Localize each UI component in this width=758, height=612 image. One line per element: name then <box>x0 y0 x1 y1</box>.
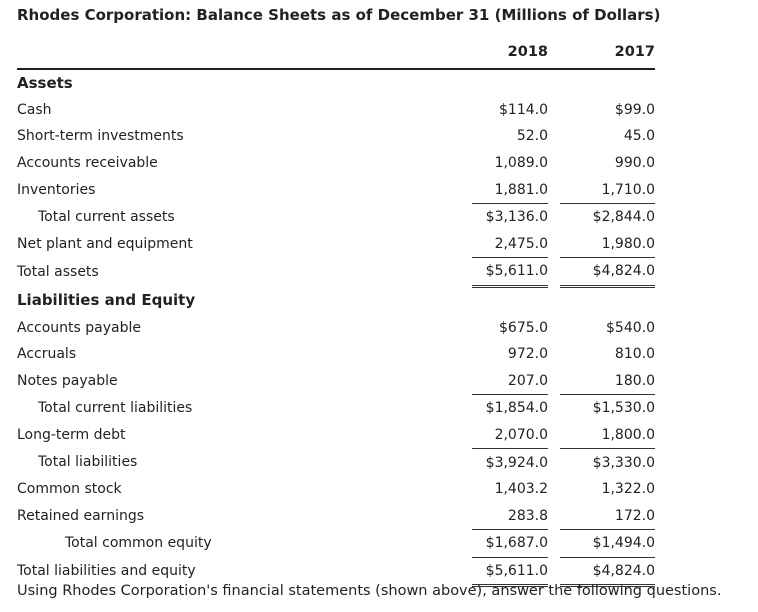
table-row-accounts-receivable <box>17 150 655 177</box>
value-2017: 172.0 <box>560 503 655 530</box>
column-header-2017: 2017 <box>560 36 655 69</box>
value-2017: $3,330.0 <box>592 454 655 471</box>
row-label: Total assets <box>17 263 99 280</box>
table-row-common-stock <box>17 476 655 503</box>
value-2017: $1,530.0 <box>592 400 655 417</box>
table-row-notes-payable <box>17 368 655 395</box>
row-label: Notes payable <box>17 373 118 390</box>
row-label: Total current liabilities <box>38 400 193 417</box>
row-label: Inventories <box>17 181 96 198</box>
value-2018: $5,611.0 <box>472 557 548 586</box>
row-label: Total common equity <box>65 535 212 552</box>
value-2018: 52.0 <box>516 128 548 145</box>
row-label: Total liabilities <box>38 454 138 471</box>
value-2017: 1,980.0 <box>560 231 655 258</box>
value-2017: 1,800.0 <box>560 422 655 449</box>
instruction-text: Using Rhodes Corporation's financial statements (shown above), answer the following questions. <box>17 583 722 599</box>
balance-sheet-table <box>17 36 655 587</box>
value-2018: $114.0 <box>499 101 548 118</box>
row-label: Accounts payable <box>17 319 141 336</box>
row-label: Accruals <box>17 346 77 363</box>
value-2018: $1,854.0 <box>485 400 548 417</box>
value-2017: $2,844.0 <box>592 209 655 226</box>
table-row-total-liabilities-and-equity <box>17 557 655 586</box>
table-row-net-plant-and-equipment <box>17 231 655 258</box>
value-2018: 283.8 <box>472 503 548 530</box>
section-label: Liabilities and Equity <box>17 291 196 310</box>
header-label-cell <box>17 36 472 69</box>
value-2017: $99.0 <box>614 101 655 118</box>
value-2018: $5,611.0 <box>472 258 548 287</box>
row-label: Total current assets <box>38 209 175 226</box>
value-2018: $3,924.0 <box>485 454 548 471</box>
value-2018: 207.0 <box>472 368 548 395</box>
value-2018: $1,687.0 <box>472 530 548 558</box>
row-label: Accounts receivable <box>17 155 158 172</box>
value-2017: 1,710.0 <box>560 176 655 203</box>
value-2018: 2,070.0 <box>472 422 548 449</box>
row-label: Net plant and equipment <box>17 236 193 253</box>
value-2018: 1,881.0 <box>472 176 548 203</box>
value-2018: $675.0 <box>499 319 548 336</box>
value-2017: 990.0 <box>614 155 655 172</box>
row-label: Retained earnings <box>17 508 145 525</box>
table-row-total-current-assets <box>17 203 655 230</box>
value-2018: 1,403.2 <box>494 481 548 498</box>
value-2017: $1,494.0 <box>560 530 655 558</box>
table-row-accruals <box>17 341 655 368</box>
row-label: Common stock <box>17 481 122 498</box>
row-label: Long-term debt <box>17 427 126 444</box>
row-label: Short-term investments <box>17 128 184 145</box>
table-row-total-assets <box>17 258 655 287</box>
column-header-2018: 2018 <box>472 36 548 69</box>
row-label: Cash <box>17 101 52 118</box>
value-2018: 972.0 <box>507 346 548 363</box>
table-row-short-term-investments <box>17 123 655 150</box>
table-row-cash <box>17 97 655 124</box>
section-header-assets <box>17 69 655 97</box>
table-header-row <box>17 36 655 69</box>
value-2017: $4,824.0 <box>560 258 655 287</box>
value-2017: 810.0 <box>614 346 655 363</box>
table-row-long-term-debt <box>17 422 655 449</box>
value-2018: 1,089.0 <box>494 155 548 172</box>
section-label: Assets <box>17 74 73 93</box>
page-title: Rhodes Corporation: Balance Sheets as of December 31 (Millions of Dollars) <box>17 6 661 24</box>
value-2018: 2,475.0 <box>472 231 548 258</box>
table-row-inventories <box>17 176 655 203</box>
section-header-liabilities-and-equity <box>17 286 655 314</box>
table-row-total-current-liabilities <box>17 395 655 422</box>
row-label: Total liabilities and equity <box>17 563 196 580</box>
table-row-total-liabilities <box>17 449 655 476</box>
value-2017: 1,322.0 <box>601 481 655 498</box>
table-row-total-common-equity <box>17 530 655 558</box>
value-2018: $3,136.0 <box>485 209 548 226</box>
table-row-accounts-payable <box>17 314 655 341</box>
value-2017: $540.0 <box>606 319 655 336</box>
value-2017: 180.0 <box>560 368 655 395</box>
table-row-retained-earnings <box>17 503 655 530</box>
value-2017: $4,824.0 <box>560 557 655 586</box>
value-2017: 45.0 <box>623 128 655 145</box>
